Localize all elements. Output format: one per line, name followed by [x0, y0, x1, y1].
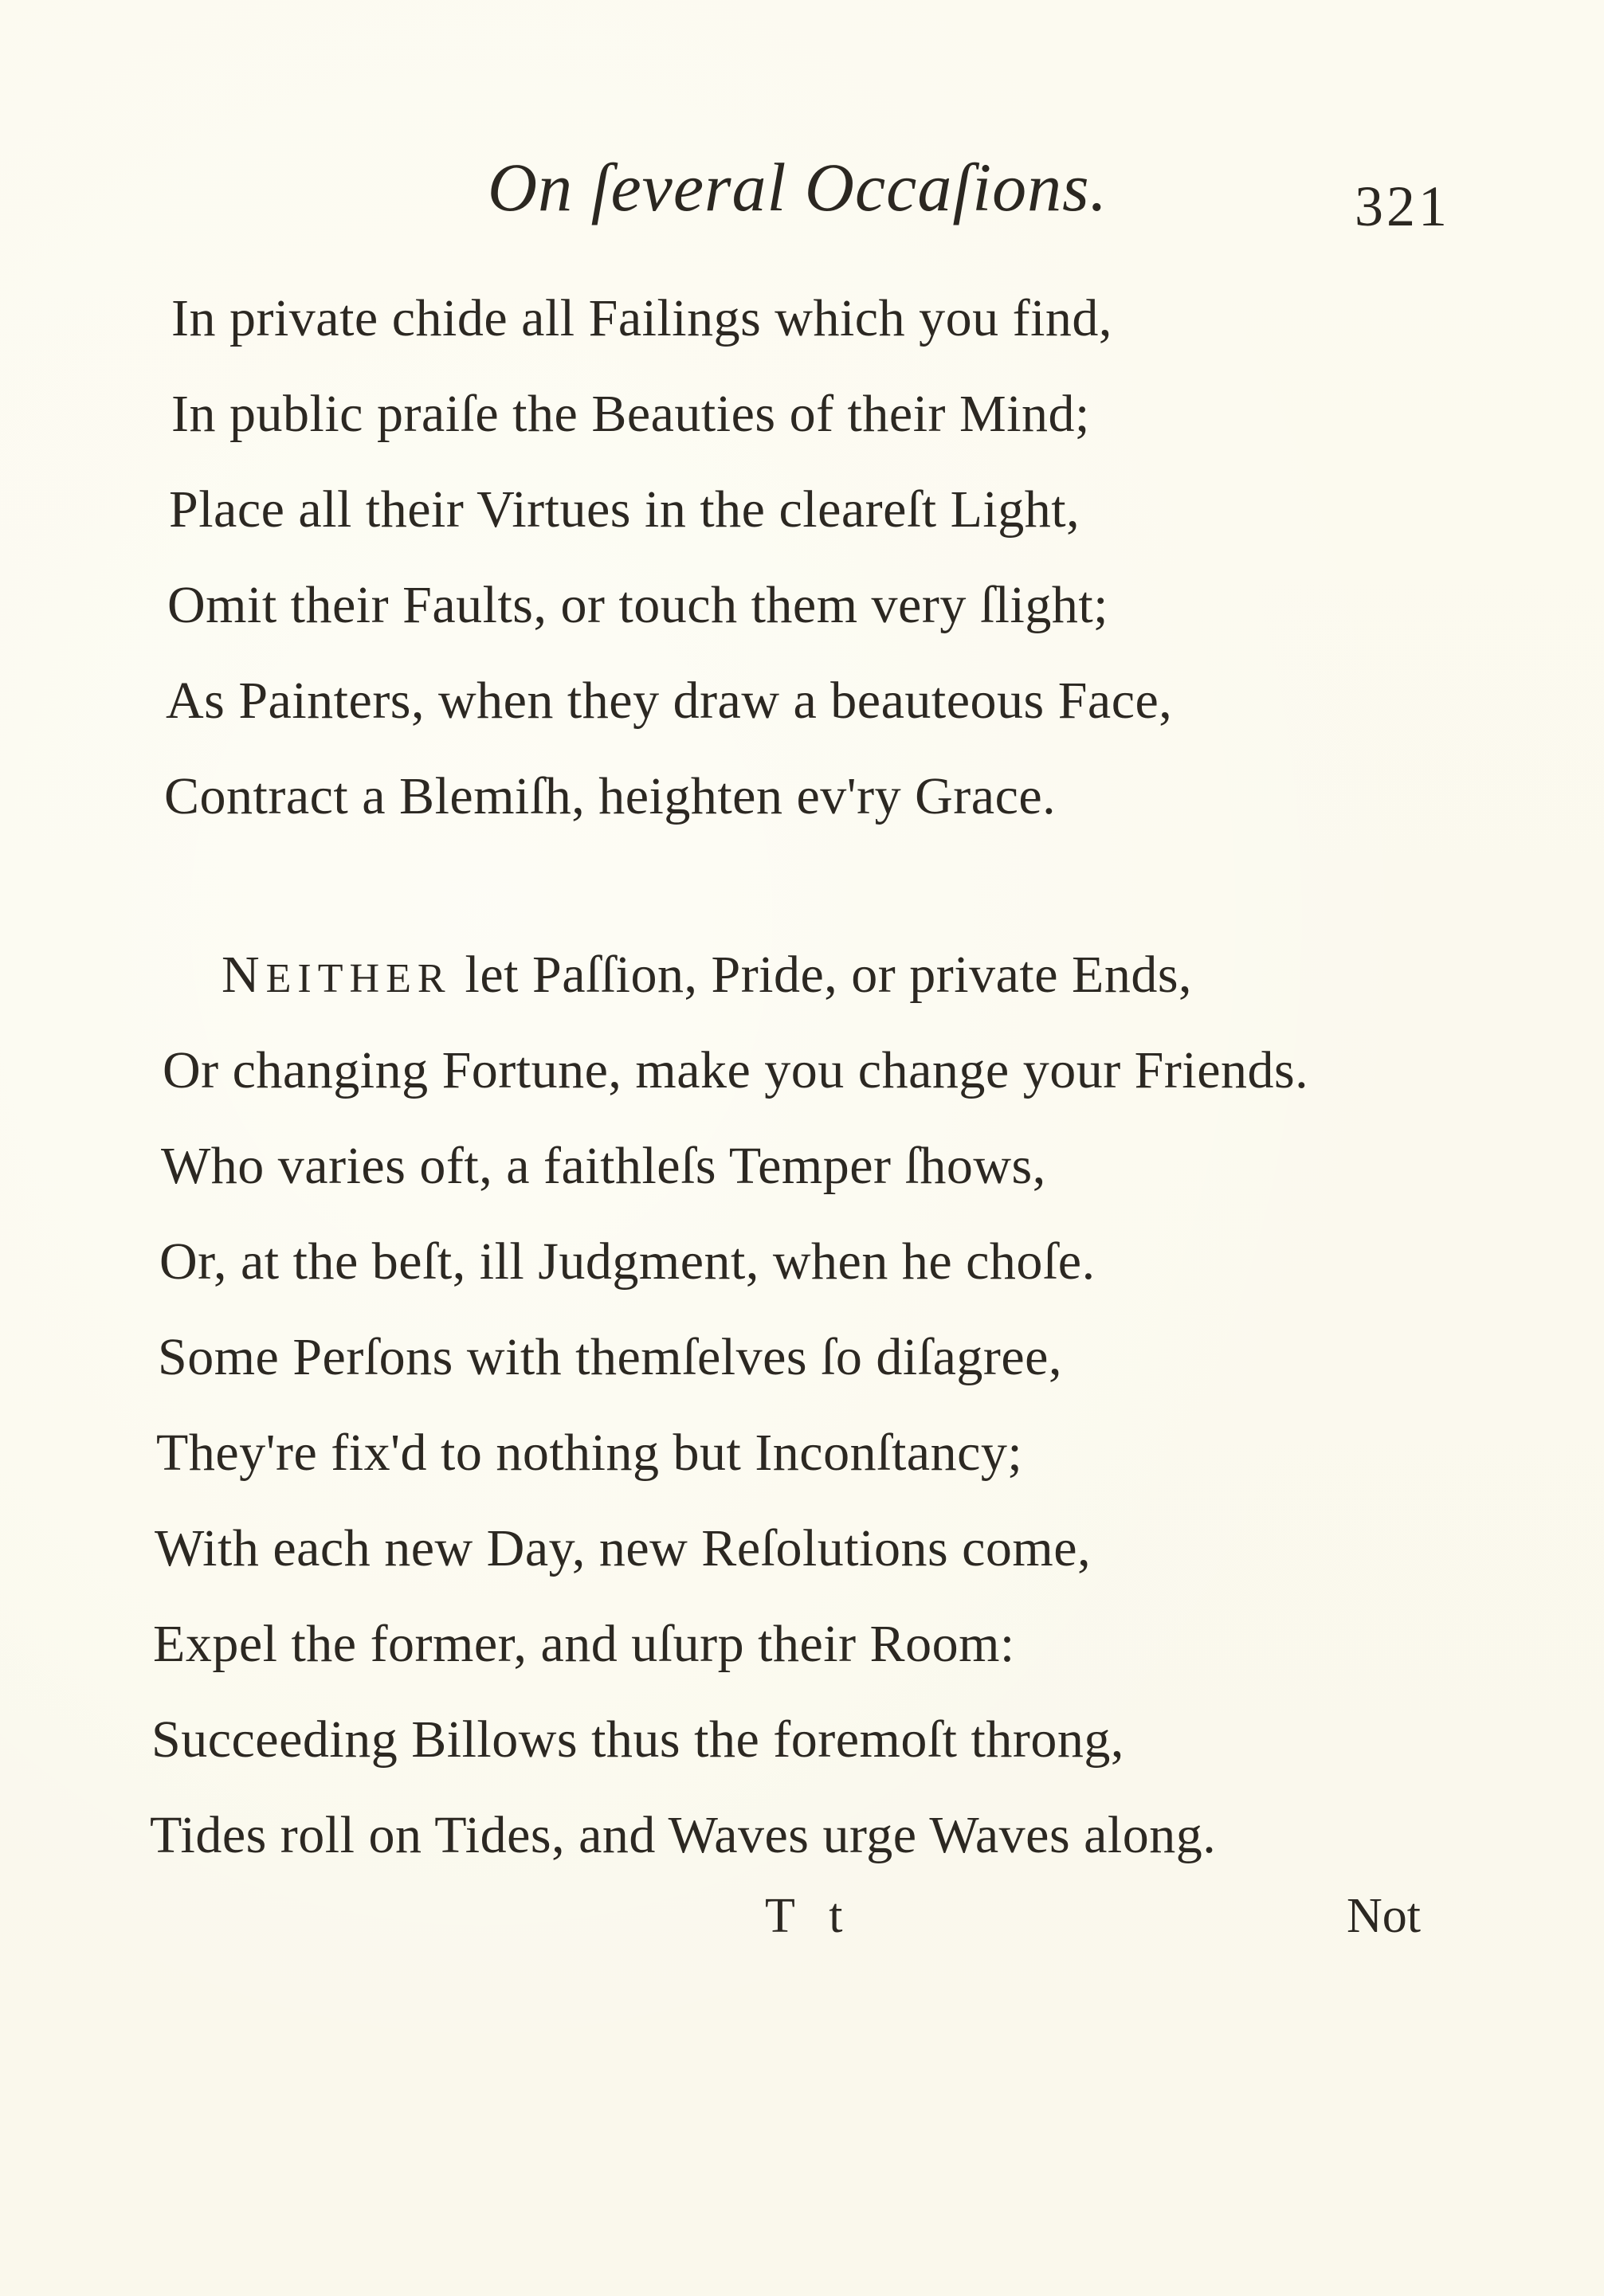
page-number: 321 — [1355, 174, 1450, 238]
verse-line: Place all their Virtues in the cleareſt Light, — [169, 480, 1080, 539]
catchword: Not — [1347, 1889, 1421, 1943]
verse-line: In private chide all Failings which you find, — [171, 289, 1112, 347]
verse-line: Expel the former, and uſurp their Room: — [153, 1615, 1015, 1673]
verse-line: As Painters, when they draw a beauteous Face, — [166, 672, 1173, 730]
verse-line: Or, at the beſt, ill Judgment, when he choſe. — [159, 1232, 1096, 1291]
running-title: On ſeveral Occaſions. — [488, 149, 1108, 225]
signature-mark: T t — [765, 1889, 854, 1943]
verse-line: In public praiſe the Beauties of their Mind; — [171, 385, 1090, 443]
verse-line: With each new Day, new Reſolutions come, — [155, 1519, 1092, 1577]
verse-line: Who varies oft, a faithleſs Temper ſhows, — [161, 1137, 1046, 1195]
verse-line: Or changing Fortune, make you change your Friends. — [163, 1041, 1309, 1099]
verse-line: Tides roll on Tides, and Waves urge Waves along. — [150, 1806, 1217, 1864]
verse-line: They're fix'd to nothing but Inconſtancy; — [156, 1424, 1023, 1482]
verse-line: Contract a Blemiſh, heighten ev'ry Grace. — [164, 767, 1057, 825]
opening-line-rest: let Paſſion, Pride, or private Ends, — [451, 946, 1193, 1004]
verse-line: Some Perſons with themſelves ſo diſagree, — [158, 1328, 1062, 1386]
small-caps-lead-word: NEITHER — [222, 946, 452, 1004]
verse-line: Succeeding Billows thus the foremoſt throng, — [151, 1710, 1124, 1769]
verse-line: Omit their Faults, or touch them very ſlight; — [167, 576, 1109, 634]
stanza-opening-line — [222, 945, 1192, 1005]
